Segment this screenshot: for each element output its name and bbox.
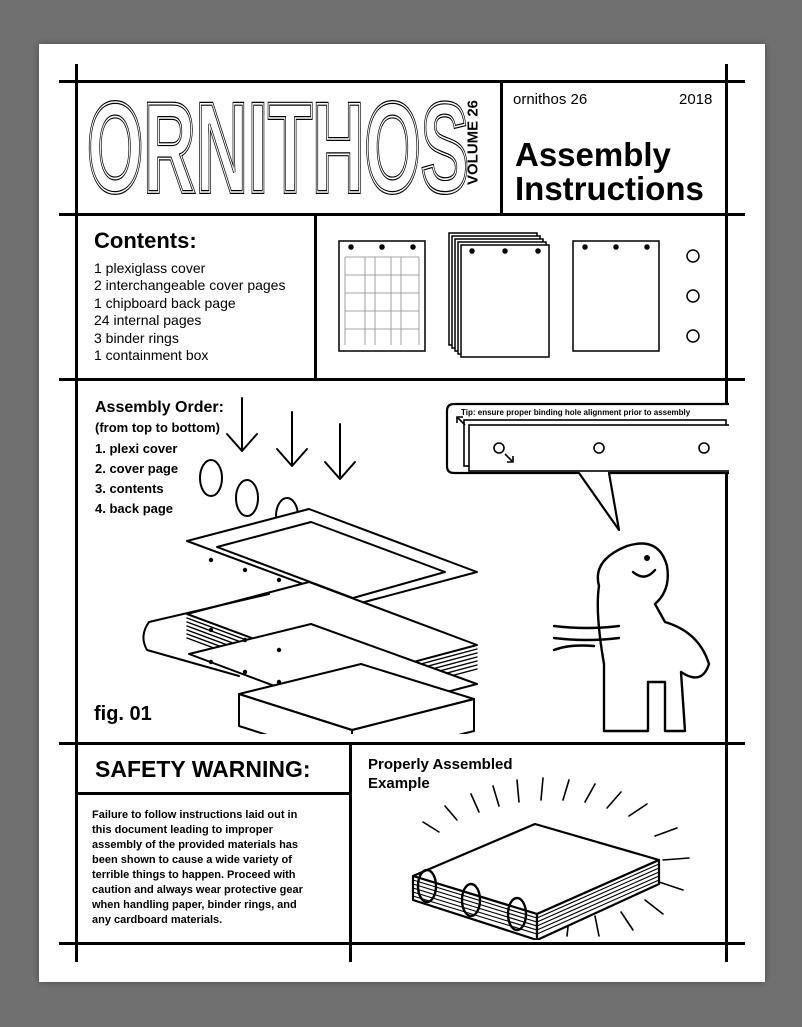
bottom-divider	[349, 742, 352, 962]
tip-text: Tip: ensure proper binding hole alignment prior to assembly	[461, 408, 691, 417]
contents-item: 2 interchangeable cover pages	[94, 277, 286, 293]
safety-line: this document leading to improper	[92, 824, 273, 836]
contents-illustration	[329, 229, 719, 359]
assembly-step: 3. contents	[95, 481, 164, 496]
internal-pages-drawing	[449, 233, 549, 357]
ornithos-logo	[87, 94, 477, 202]
down-arrow-icon	[227, 398, 355, 479]
year-label: 2018	[679, 91, 713, 108]
header-divider	[500, 80, 503, 216]
left-rule	[75, 64, 78, 962]
svg-text:ORNITHOS: ORNITHOS	[87, 94, 469, 202]
contents-heading: Contents:	[94, 228, 197, 253]
assembly-step: 2. cover page	[95, 461, 179, 476]
contents-item: 1 chipboard back page	[94, 295, 236, 311]
assembly-step: 1. plexi cover	[95, 441, 178, 456]
safety-line: any cardboard materials.	[92, 914, 223, 926]
contents-divider	[314, 213, 317, 381]
plexiglass-cover-drawing	[339, 241, 425, 351]
contents-item: 1 plexiglass cover	[94, 260, 206, 276]
header-bottom-rule	[59, 213, 745, 216]
assembly-subheading: (from top to bottom)	[95, 420, 220, 435]
instruction-sheet	[39, 44, 765, 982]
safety-heading: SAFETY WARNING:	[95, 756, 311, 782]
contents-bottom-rule	[59, 378, 745, 381]
back-page-drawing	[573, 241, 659, 351]
title-line1: Assembly	[515, 136, 671, 173]
assembly-step: 4. back page	[95, 501, 174, 516]
figure-label: fig. 01	[94, 703, 152, 725]
title-line2: Instructions	[515, 170, 704, 207]
issue-label: ornithos 26	[513, 91, 588, 108]
contents-item: 3 binder rings	[94, 330, 179, 346]
safety-line: caution and always wear protective gear	[92, 884, 303, 896]
assembled-example-illustration	[359, 764, 719, 940]
safety-heading-rule	[75, 792, 351, 795]
safety-line: terrible things to happen. Proceed with	[92, 869, 296, 881]
top-rule	[59, 80, 745, 83]
assembly-illustration	[99, 394, 729, 734]
person-figure	[554, 544, 709, 732]
safety-line: Failure to follow instructions laid out in	[92, 809, 298, 821]
example-heading-line1: Properly Assembled	[368, 756, 513, 773]
figure-bottom-rule	[59, 742, 745, 745]
binder-rings-drawing	[687, 250, 699, 342]
safety-line: when handling paper, binder rings, and	[92, 899, 297, 911]
bottom-rule	[59, 942, 745, 945]
contents-item: 24 internal pages	[94, 312, 202, 328]
example-heading-line2: Example	[368, 775, 430, 792]
safety-line: been shown to cause a wide variety of	[92, 854, 292, 866]
assembly-heading: Assembly Order:	[95, 399, 224, 416]
contents-item: 1 containment box	[94, 347, 209, 363]
volume-label: VOLUME 26	[464, 99, 482, 186]
safety-line: assembly of the provided materials has	[92, 839, 299, 851]
svg-text:ORNITHOS: ORNITHOS	[87, 94, 469, 202]
